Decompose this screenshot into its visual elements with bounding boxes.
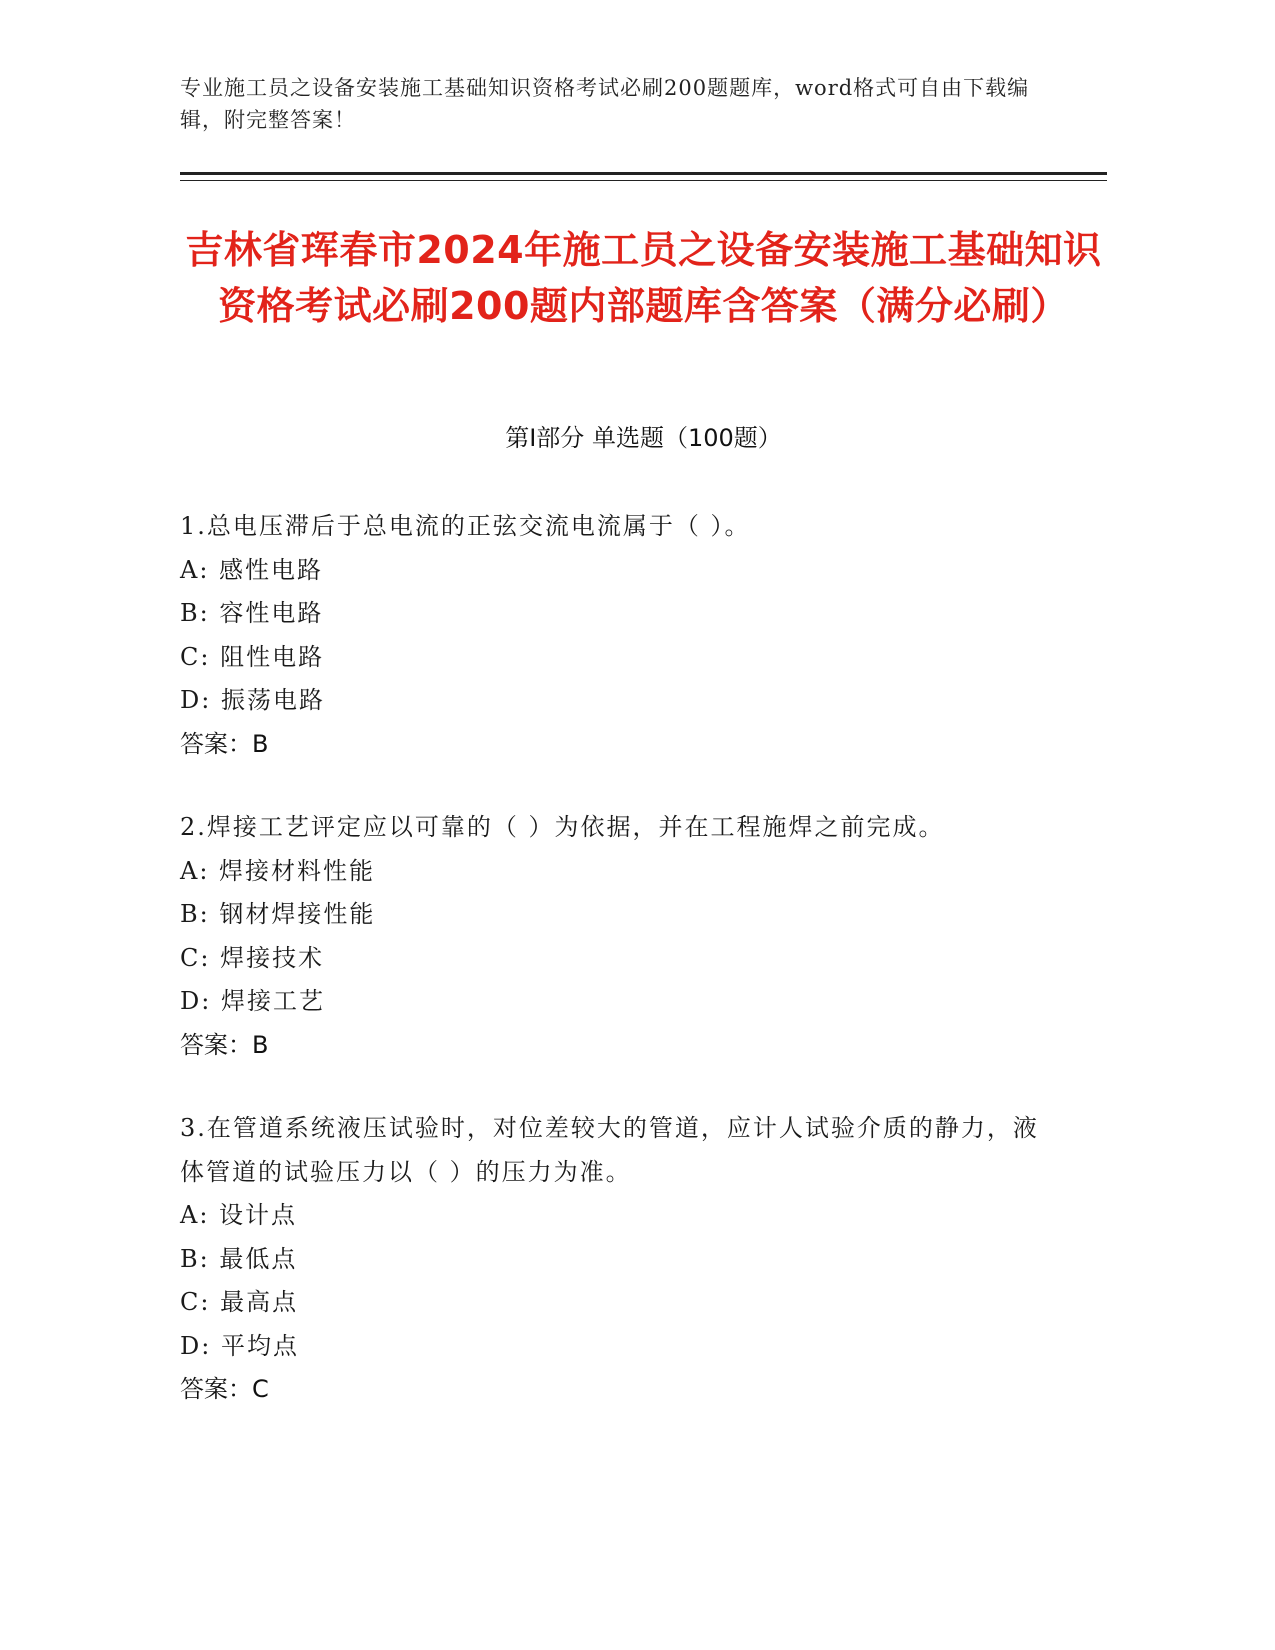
option-c: C: 焊接技术 (180, 943, 325, 972)
option-a: A: 焊接材料性能 (180, 856, 376, 885)
option-c: C: 阻性电路 (180, 642, 325, 671)
question-stem: 2.焊接工艺评定应以可靠的（ ）为依据，并在工程施焊之前完成。 (180, 813, 945, 841)
option-a: A: 设计点 (180, 1201, 298, 1229)
option-d: D: 平均点 (180, 1331, 299, 1360)
document-title: 吉林省珲春市2024年施工员之设备安装施工基础知识资格考试必刷200题内部题库含答案（满分必刷） (185, 228, 1102, 328)
header-note: 专业施工员之设备安装施工基础知识资格考试必刷200题题库，word格式可自由下载编辑，附完整答案！ (180, 76, 1030, 132)
answer: 答案：B (180, 729, 269, 758)
question-3 (180, 1107, 1040, 1412)
option-d: D: 振荡电路 (180, 686, 325, 714)
section-title: 第Ⅰ部分 单选题（100题） (505, 424, 782, 452)
option-b: B: 容性电路 (180, 599, 324, 627)
answer: 答案：C (180, 1375, 269, 1403)
answer: 答案：B (180, 1030, 269, 1059)
question-list (180, 505, 1040, 1452)
question-1 (180, 505, 1040, 766)
option-c: C: 最高点 (180, 1288, 299, 1316)
header-divider-thin (180, 180, 1107, 181)
option-d: D: 焊接工艺 (180, 987, 325, 1015)
option-b: B: 钢材焊接性能 (180, 900, 376, 928)
option-a: A: 感性电路 (180, 555, 324, 584)
header-divider-thick (180, 172, 1107, 175)
question-stem: 3.在管道系统液压试验时，对位差较大的管道，应计人试验介质的静力，液体管道的试验压力以（ ）的压力为准。 (180, 1114, 1039, 1186)
question-2 (180, 806, 1040, 1067)
question-stem: 1.总电压滞后于总电流的正弦交流电流属于（ ）。 (180, 512, 751, 540)
option-b: B: 最低点 (180, 1244, 298, 1273)
